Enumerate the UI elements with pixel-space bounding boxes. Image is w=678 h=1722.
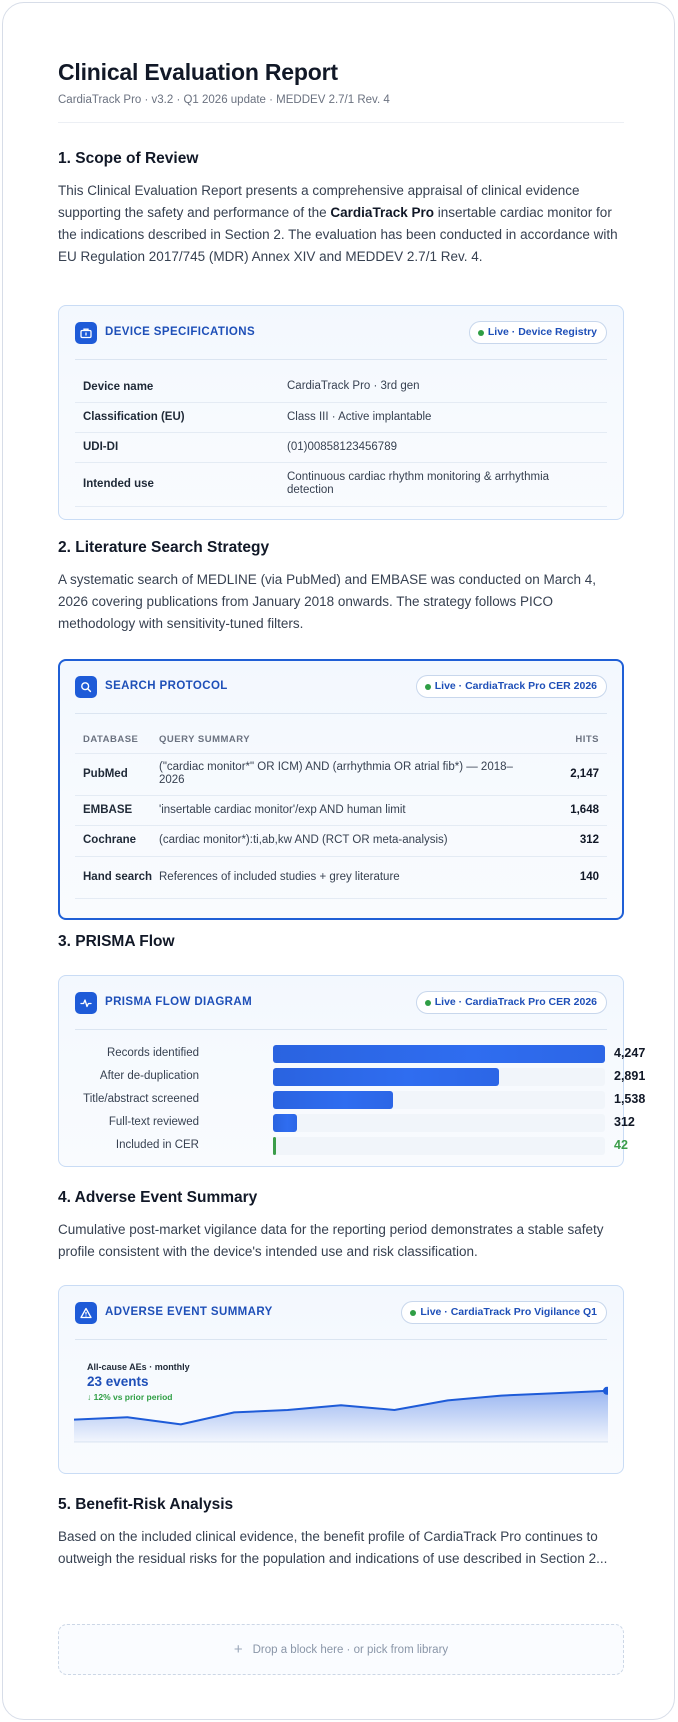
spec-key: UDI-DI [75, 432, 287, 462]
live-dot-icon [425, 684, 431, 690]
prisma-bar [273, 1137, 276, 1155]
prisma-stage-row [99, 1068, 646, 1086]
query-cell: (cardiac monitor*):ti,ab,kw AND (RCT OR meta-analysis) [159, 825, 547, 856]
spec-value: Class III · Active implantable [287, 402, 607, 432]
protocol-table-wrap [75, 727, 607, 899]
card-header [75, 676, 607, 714]
database-cell: Cochrane [75, 825, 159, 856]
card-title: PRISMA FLOW DIAGRAM [105, 996, 253, 1008]
card-title: ADVERSE EVENT SUMMARY [105, 1306, 273, 1318]
prisma-stage-label: Included in CER [115, 1139, 199, 1151]
spec-value: Continuous cardiac rhythm monitoring & arrhythmia detection [287, 462, 607, 506]
spec-value: CardiaTrack Pro · 3rd gen [287, 372, 607, 402]
device-name-bold: CardiaTrack Pro [330, 205, 434, 220]
prisma-bar-track [273, 1091, 605, 1109]
warning-icon [75, 1302, 97, 1324]
trend-area [74, 1391, 608, 1442]
hits-cell: 2,147 [547, 753, 607, 795]
header-divider [58, 122, 624, 123]
prisma-flow-card[interactable] [58, 975, 646, 1167]
section-prisma [58, 933, 624, 951]
card-title: DEVICE SPECIFICATIONS [105, 326, 256, 338]
column-header: QUERY SUMMARY [159, 727, 547, 753]
table-row [75, 825, 607, 856]
prisma-stage-label: After de-duplication [99, 1070, 199, 1082]
report-document [2, 2, 675, 1720]
metric-delta: ↓ 12% vs prior period [87, 1392, 173, 1402]
table-row [75, 753, 607, 795]
protocol-table [75, 727, 607, 899]
spec-key: Device name [75, 372, 287, 402]
prisma-bar-track [273, 1045, 605, 1063]
column-header: DATABASE [75, 727, 159, 753]
live-badge[interactable] [401, 1301, 607, 1324]
drop-zone[interactable] [58, 1624, 624, 1675]
section-benefit [58, 1496, 624, 1570]
table-row [75, 795, 607, 825]
live-dot-icon [410, 1310, 416, 1316]
adverse-event-card[interactable] [58, 1285, 624, 1474]
briefcase-icon [75, 322, 97, 344]
activity-icon [75, 992, 97, 1014]
card-header [75, 1302, 607, 1340]
table-row [75, 432, 607, 462]
section-text: A systematic search of MEDLINE (via PubMed) and EMBASE was conducted on March 4, 2026 covering publications from January 2018 onwards. The strategy follows PICO methodology with sensitivity-tuned filters. [58, 572, 596, 631]
section-literature [58, 539, 624, 635]
section-text [58, 180, 624, 268]
prisma-stage-value: 312 [614, 1115, 635, 1129]
prisma-stage-value: 2,891 [614, 1069, 646, 1083]
table-header-row [75, 727, 607, 753]
section-heading: 1. Scope of Review [58, 150, 199, 167]
prisma-bar [273, 1045, 605, 1063]
prisma-stage-row [115, 1137, 628, 1155]
prisma-bar [273, 1091, 393, 1109]
drop-zone-label: Drop a block here · or pick from library [252, 1643, 449, 1656]
prisma-bar-track [273, 1068, 605, 1086]
section-adverse [58, 1189, 624, 1263]
section-heading: 3. PRISMA Flow [58, 933, 175, 950]
metric-label: All-cause AEs · monthly [87, 1362, 190, 1372]
table-row [75, 372, 607, 402]
badge-label: Live · Device Registry [487, 326, 597, 338]
text-run: This Clinical Evaluation Report presents a comprehensive appraisal of clinical evidence supporting the safety and performance of the [58, 183, 580, 220]
prisma-stage-label: Records identified [106, 1047, 199, 1059]
search-icon [75, 676, 97, 698]
table-row [75, 462, 607, 506]
metric-value: 23 events [87, 1374, 149, 1389]
live-badge[interactable] [416, 991, 607, 1014]
prisma-bars [83, 1045, 646, 1155]
live-dot-icon [478, 330, 484, 336]
database-cell: EMBASE [75, 795, 159, 825]
query-cell: References of included studies + grey literature [159, 856, 547, 898]
prisma-stage-label: Title/abstract screened [83, 1093, 199, 1105]
prisma-stage-value: 42 [614, 1138, 628, 1152]
prisma-stage-row [106, 1045, 646, 1063]
prisma-bar [273, 1068, 499, 1086]
card-header [75, 322, 607, 360]
hits-cell: 140 [547, 856, 607, 898]
table-row [75, 402, 607, 432]
table-row [75, 856, 607, 898]
hits-cell: 1,648 [547, 795, 607, 825]
section-heading: 5. Benefit-Risk Analysis [58, 1496, 234, 1513]
section-heading: 4. Adverse Event Summary [58, 1189, 258, 1206]
spec-key: Intended use [75, 462, 287, 506]
spec-table [75, 372, 607, 507]
prisma-bar-track [273, 1114, 605, 1132]
prisma-stage-row [108, 1114, 635, 1132]
prisma-bar-track [273, 1137, 605, 1155]
section-heading: 2. Literature Search Strategy [58, 539, 270, 556]
prisma-stage-value: 1,538 [614, 1092, 646, 1106]
spec-table-wrap [75, 372, 607, 507]
live-badge[interactable] [469, 321, 607, 344]
badge-label: Live · CardiaTrack Pro Vigilance Q1 [420, 1306, 597, 1318]
text-run: insertable cardiac monitor for the indications described in Section 2. The evaluation has been conducted in accordance with EU Regulation 2017/745 (MDR) Annex XIV and MEDDEV 2.7/1 Rev. 4. [58, 205, 618, 264]
device-specifications-card[interactable] [58, 305, 624, 520]
live-badge[interactable] [416, 675, 607, 698]
spec-key: Classification (EU) [75, 402, 287, 432]
spec-value: (01)00858123456789 [287, 432, 607, 462]
page-title: Clinical Evaluation Report [58, 59, 338, 85]
hits-cell: 312 [547, 825, 607, 856]
database-cell: Hand search [75, 856, 159, 898]
card-header [75, 992, 607, 1030]
badge-label: Live · CardiaTrack Pro CER 2026 [434, 680, 597, 692]
page-subtitle: CardiaTrack Pro · v3.2 · Q1 2026 update · MEDDEV 2.7/1 Rev. 4 [58, 94, 390, 106]
search-protocol-card[interactable] [58, 659, 624, 920]
prisma-bar [273, 1114, 297, 1132]
query-cell: ("cardiac monitor*" OR ICM) AND (arrhythmia OR atrial fib*) — 2018–2026 [159, 753, 547, 795]
live-dot-icon [425, 1000, 431, 1006]
report-header [58, 59, 624, 123]
prisma-stage-value: 4,247 [614, 1046, 646, 1060]
plus-icon: + [233, 1641, 243, 1658]
database-cell: PubMed [75, 753, 159, 795]
prisma-stage-label: Full-text reviewed [108, 1116, 199, 1128]
section-text: Based on the included clinical evidence, the benefit profile of CardiaTrack Pro continues to outweigh the residual risks for the population and indications of use described in Section 2... [58, 1529, 608, 1566]
column-header: HITS [547, 727, 607, 753]
section-scope [58, 150, 624, 268]
prisma-stage-row [83, 1091, 646, 1109]
section-text: Cumulative post-market vigilance data for the reporting period demonstrates a stable safety profile consistent with the device's intended use and risk classification. [58, 1222, 604, 1259]
trend-chart [74, 1378, 608, 1450]
badge-label: Live · CardiaTrack Pro CER 2026 [434, 996, 597, 1008]
query-cell: 'insertable cardiac monitor'/exp AND human limit [159, 795, 547, 825]
card-title: SEARCH PROTOCOL [105, 680, 228, 692]
